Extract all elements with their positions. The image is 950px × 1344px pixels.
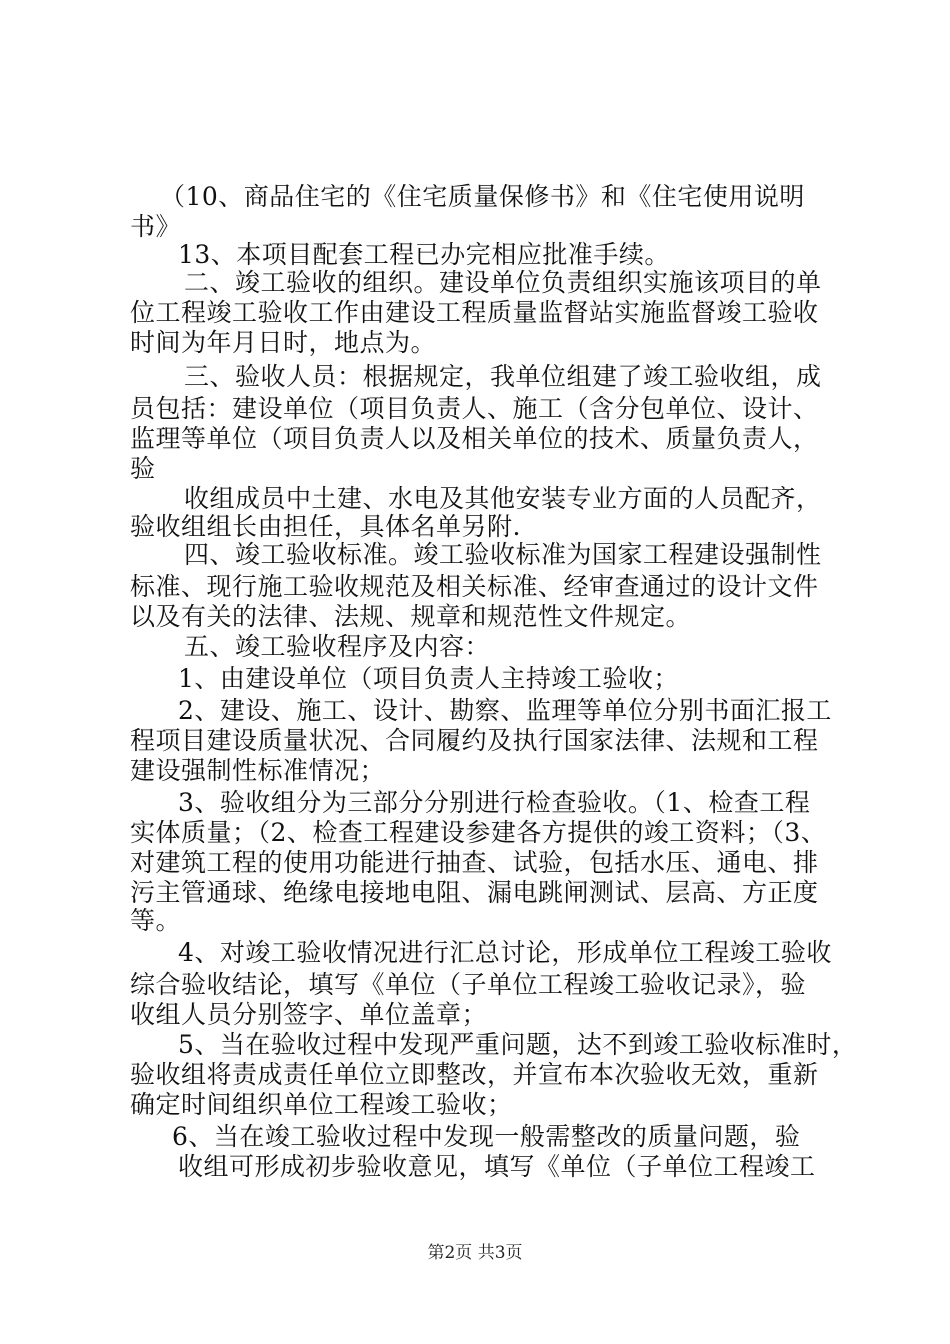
text-line: 收组可形成初步验收意见，填写《单位（子单位工程竣工 xyxy=(178,1152,816,1181)
text-line: 三、验收人员：根据规定，我单位组建了竣工验收组，成 xyxy=(184,362,822,391)
text-line: 4、对竣工验收情况进行汇总讨论，形成单位工程竣工验收 xyxy=(178,938,832,967)
text-line: 2、建设、施工、设计、勘察、监理等单位分别书面汇报工 xyxy=(178,696,832,725)
text-line: 1、由建设单位（项目负责人主持竣工验收； xyxy=(178,664,679,693)
text-line: 五、竣工验收程序及内容： xyxy=(184,632,491,661)
text-line: （10、商品住宅的《住宅质量保修书》和《住宅使用说明 xyxy=(160,182,805,211)
text-line: 验收组组长由担任，具体名单另附. xyxy=(130,512,521,541)
text-line: 收组成员中土建、水电及其他安装专业方面的人员配齐， xyxy=(184,484,822,513)
text-line: 程项目建设质量状况、合同履约及执行国家法律、法规和工程 xyxy=(130,726,819,755)
text-line: 确定时间组织单位工程竣工验收； xyxy=(130,1090,513,1119)
page-number-footer: 第2页 共3页 xyxy=(427,1243,523,1263)
text-line: 3、验收组分为三部分分别进行检查验收。（1、检查工程 xyxy=(178,788,811,817)
text-line: 以及有关的法律、法规、规章和规范性文件规定。 xyxy=(130,602,692,631)
text-line: 等。 xyxy=(130,906,182,935)
text-line: 二、竣工验收的组织。建设单位负责组织实施该项目的单 xyxy=(184,268,822,297)
text-line: 书》 xyxy=(130,212,182,241)
text-line: 实体质量；（2、检查工程建设参建各方提供的竣工资料；（3、 xyxy=(130,818,827,847)
text-line: 13、本项目配套工程已办完相应批准手续。 xyxy=(178,240,670,269)
text-line: 位工程竣工验收工作由建设工程质量监督站实施监督竣工验收 xyxy=(130,298,819,327)
text-line: 综合验收结论，填写《单位（子单位工程竣工验收记录》，验 xyxy=(130,970,807,999)
text-line: 收组人员分别签字、单位盖章； xyxy=(130,1000,488,1029)
text-line: 验收组将责成责任单位立即整改，并宣布本次验收无效，重新 xyxy=(130,1060,819,1089)
text-line: 验 xyxy=(130,454,156,483)
text-line: 四、竣工验收标准。竣工验收标准为国家工程建设强制性 xyxy=(184,540,822,569)
text-line: 标准、现行施工验收规范及相关标准、经审查通过的设计文件 xyxy=(130,572,819,601)
text-line: 5、当在验收过程中发现严重问题，达不到竣工验收标准时， xyxy=(178,1030,858,1059)
text-line: 对建筑工程的使用功能进行抽查、试验，包括水压、通电、排 xyxy=(130,848,819,877)
text-line: 6、当在竣工验收过程中发现一般需整改的质量问题，验 xyxy=(172,1122,801,1151)
text-line: 监理等单位（项目负责人以及相关单位的技术、质量负责人， xyxy=(130,424,819,453)
text-line: 建设强制性标准情况； xyxy=(130,756,386,785)
text-line: 时间为年月日时，地点为。 xyxy=(130,328,437,357)
text-line: 员包括：建设单位（项目负责人、施工（含分包单位、设计、 xyxy=(130,394,819,423)
text-line: 污主管通球、绝缘电接地电阻、漏电跳闸测试、层高、方正度 xyxy=(130,878,819,907)
